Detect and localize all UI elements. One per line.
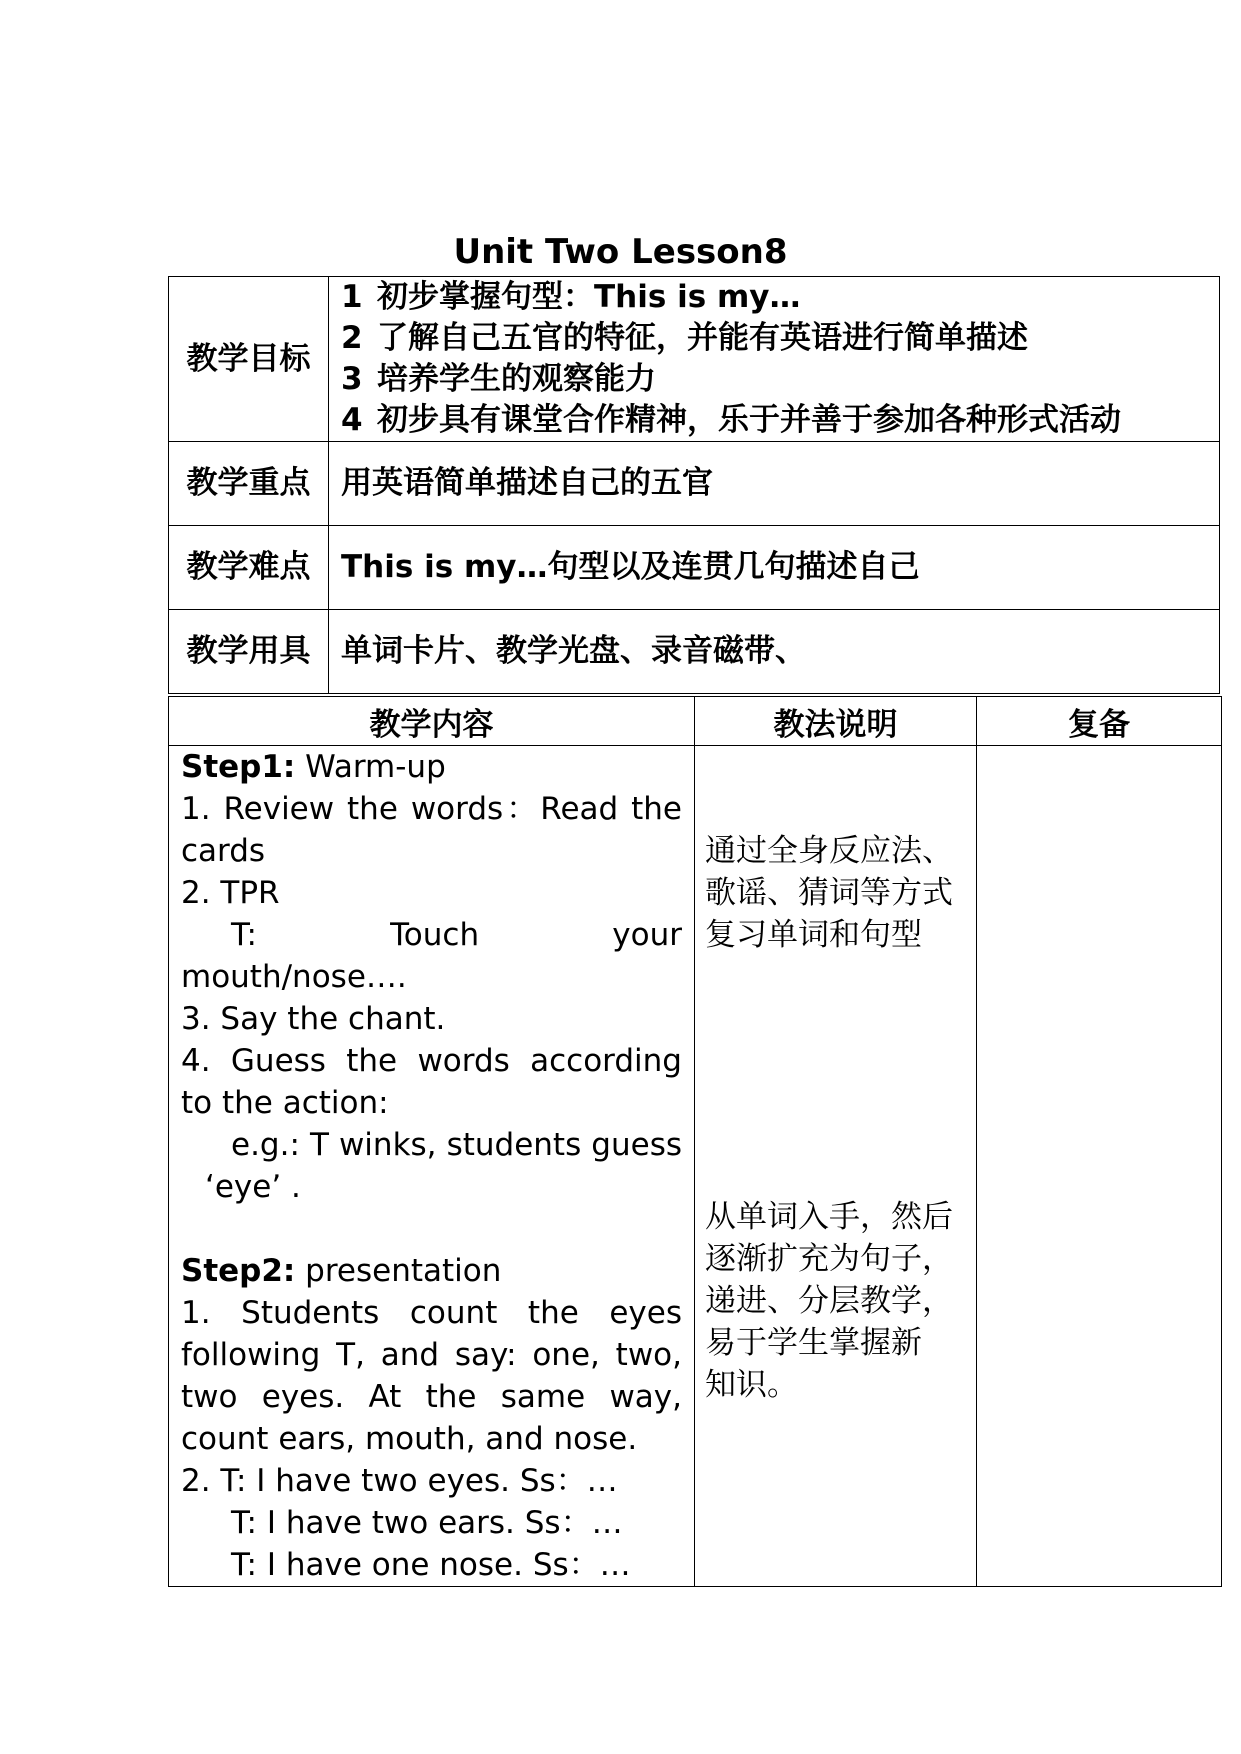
content-line: two eyes. At the same way, [181,1379,682,1415]
lesson-title: Unit Two Lesson8 [453,232,788,272]
objectives-row [169,277,1220,442]
method-line: 易于学生掌握新 [705,1325,922,1361]
content-line: 1. Students count the eyes [181,1295,682,1331]
objective-item: 4 初步具有课堂合作精神，乐于并善于参加各种形式活动 [341,402,1121,438]
content-line: 2. T: I have two eyes. Ss：… [181,1463,618,1499]
lesson-plan-table [168,696,1222,1587]
blank-line [181,1208,682,1250]
content-line: to the action: [181,1085,389,1121]
difficulty-row [169,526,1220,610]
review-cell [977,746,1222,1587]
method-line: 歌谣、猜词等方式 [705,875,953,911]
teaching-method-cell [695,746,977,1587]
teaching-content-cell [169,746,695,1587]
header-content: 教学内容 [169,697,695,746]
content-line: 1. Review the words：Read the [181,791,682,827]
content-line: T: I have one nose. Ss：… [231,1547,631,1583]
objective-item: 3 培养学生的观察能力 [341,361,656,397]
content-line: count ears, mouth, and nose. [181,1421,638,1457]
method-line: 知识。 [705,1367,798,1403]
tpr-line: T: Touch your [231,917,682,953]
header-review: 复备 [977,697,1222,746]
tools-label: 教学用具 [169,610,329,694]
method-line: 逐渐扩充为句子， [705,1241,953,1277]
key-point-value: 用英语简单描述自己的五官 [329,442,1220,526]
method-line: 复习单词和句型 [705,917,922,953]
content-line: 3. Say the chant. [181,1001,446,1037]
method-line: 从单词入手，然后 [705,1199,953,1235]
objectives-cell [329,277,1220,442]
plan-content-row [169,746,1222,1587]
content-line: T: I have two ears. Ss：… [231,1505,623,1541]
plan-header-row [169,697,1222,746]
tools-value: 单词卡片、教学光盘、录音磁带、 [329,610,1220,694]
content-line: 2. TPR [181,875,280,911]
content-line: cards [181,833,266,869]
difficulty-label: 教学难点 [169,526,329,610]
content-line: ‘eye’ . [205,1169,301,1205]
objective-item: 2 了解自己五官的特征，并能有英语进行简单描述 [341,320,1028,356]
step2-heading: Step2: presentation [181,1253,502,1289]
step1-heading: Step1: Warm-up [181,749,446,785]
difficulty-value: This is my…句型以及连贯几句描述自己 [329,526,1220,610]
key-point-label: 教学重点 [169,442,329,526]
content-line: e.g.: T winks, students guess [231,1127,682,1163]
method-line: 通过全身反应法、 [705,833,953,869]
lesson-info-table [168,276,1220,694]
objective-item: 1 初步掌握句型：This is my… [341,279,801,315]
header-method: 教法说明 [695,697,977,746]
objectives-label: 教学目标 [169,277,329,442]
method-line: 递进、分层教学， [705,1283,953,1319]
key-point-row [169,442,1220,526]
content-line: mouth/nose…. [181,959,407,995]
content-line: 4. Guess the words according [181,1043,682,1079]
content-line: following T, and say: one, two, [181,1337,682,1373]
tools-row [169,610,1220,694]
